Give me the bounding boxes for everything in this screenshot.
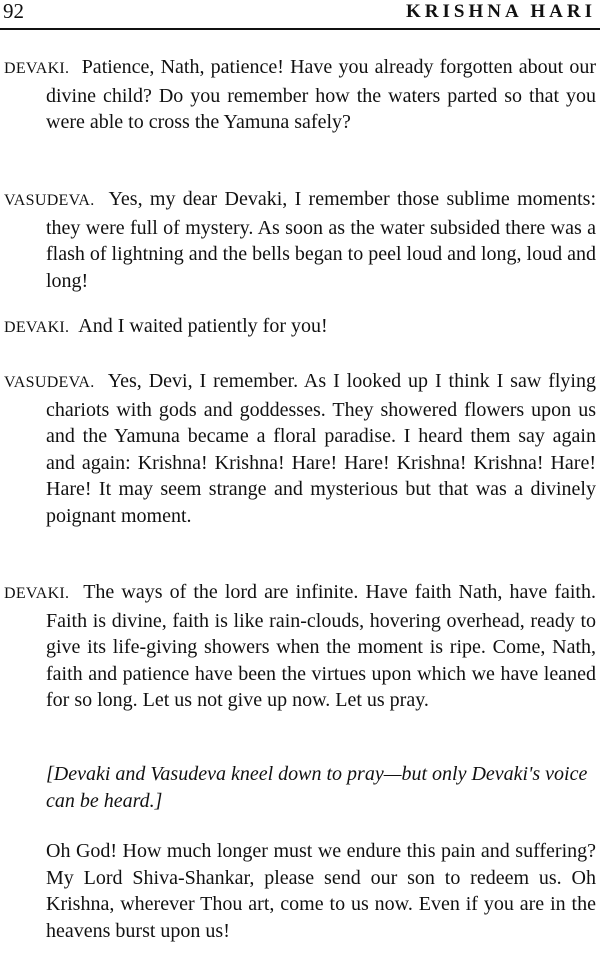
prayer-text: Oh God! How much longer must we endure this pain and suffering? My Lord Shiva-Shankar, please send our son to redeem us. Oh Krishna, wherever Thou art, come to us now. Even if you are in the heavens burst upon us! bbox=[46, 840, 596, 942]
speech-devaki-3 bbox=[0, 579, 596, 714]
page-number: 92 bbox=[3, 0, 24, 23]
speech-devaki-2 bbox=[0, 313, 596, 342]
speaker-name: DEVAKI. bbox=[4, 319, 70, 336]
speech-devaki-1 bbox=[0, 54, 596, 136]
speaker-name: VASUDEVA. bbox=[4, 192, 95, 209]
speech-text: Yes, Devi, I remember. As I looked up I think I saw flying chariots with gods and goddesses. They showered flowers upon us and the Yamuna became a floral paradise. I heard them say again and again: Krishna! Krishna! Hare! Hare! Krishna! Krishna! Hare! Hare! It may seem strange and mysterious but that was a divinely poignant moment. bbox=[46, 370, 596, 527]
speaker-name: VASUDEVA. bbox=[4, 374, 95, 391]
stage-direction: [Devaki and Vasudeva kneel down to pray—but only Devaki's voice can be heard.] bbox=[46, 763, 588, 812]
speech-vasudeva-1 bbox=[0, 186, 596, 294]
page-header bbox=[0, 0, 600, 30]
speaker-name: DEVAKI. bbox=[4, 60, 70, 77]
header-rule bbox=[0, 28, 600, 30]
speech-vasudeva-2 bbox=[0, 368, 596, 529]
speaker-name: DEVAKI. bbox=[4, 585, 70, 602]
speech-text: And I waited patiently for you! bbox=[78, 315, 328, 337]
running-title: KRISHNA HARI bbox=[406, 1, 596, 22]
speech-text: The ways of the lord are infinite. Have faith Nath, have faith. Faith is divine, faith is like rain-clouds, hovering overhead, ready to give its life-giving showers when the moment is ripe. Come, Nath, faith and patience have been the virtues upon which we have leaned for so long. Let us not give up now. Let us pray. bbox=[46, 581, 596, 711]
speech-text: Patience, Nath, patience! Have you already forgotten about our divine child? Do you remember how the waters parted so that you were able to cross the Yamuna safely? bbox=[46, 56, 596, 133]
speech-text: Yes, my dear Devaki, I remember those sublime moments: they were full of mystery. As soon as the water subsided there was a flash of lightning and the bells began to peel loud and long, loud and long! bbox=[46, 188, 597, 292]
